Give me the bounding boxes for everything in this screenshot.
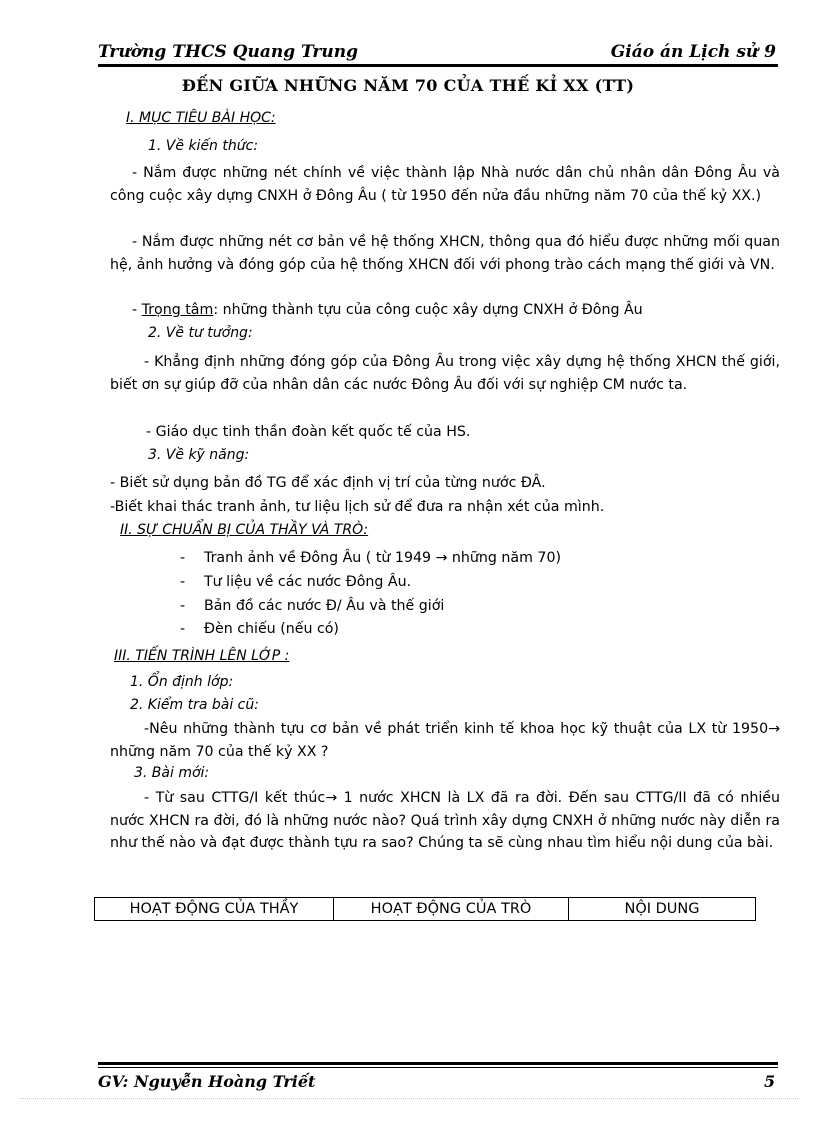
- header-school: Trường THCS Quang Trung: [98, 42, 358, 62]
- footer-author: GV: Nguyễn Hoàng Triết: [98, 1072, 316, 1091]
- footer-rule: [98, 1062, 778, 1065]
- col-teacher: HOẠT ĐỘNG CỦA THẦY: [95, 898, 334, 921]
- bottom-dotted-line: [20, 1098, 800, 1099]
- page-number: 5: [764, 1072, 776, 1091]
- page-title: ĐẾN GIỮA NHỮNG NĂM 70 CỦA THẾ KỈ XX (TT): [181, 76, 635, 95]
- section3-heading: III. TIẾN TRÌNH LÊN LỚP :: [114, 648, 290, 664]
- attitude-education: - Giáo dục tinh thần đoàn kết quốc tế của HS.: [146, 424, 471, 440]
- prep-item: - Tư liệu về các nước Đông Âu.: [180, 574, 412, 590]
- skill-materials: -Biết khai thác tranh ảnh, tư liệu lịch sử để đưa ra nhận xét của mình.: [110, 499, 605, 515]
- prep-item: - Tranh ảnh về Đông Âu ( từ 1949 → những năm 70): [180, 550, 562, 566]
- section3-sub-new-lesson: 3. Bài mới:: [134, 765, 210, 781]
- knowledge-paragraph-2: - Nắm được những nét cơ bản về hệ thống XHCN, thông qua đó hiểu được những mối quan hệ, ảnh hưởng và đóng góp của hệ thống XHCN đối với phong trào cách mạng thế giới và VN.: [110, 234, 780, 273]
- col-student: HOẠT ĐỘNG CỦA TRÒ: [334, 898, 569, 921]
- header-rule: [98, 64, 778, 67]
- section1-sub-skills: 3. Về kỹ năng:: [148, 447, 250, 463]
- section1-heading: I. MỤC TIÊU BÀI HỌC:: [126, 110, 276, 126]
- attitude-paragraph: - Khẳng định những đóng góp của Đông Âu trong việc xây dựng hệ thống XHCN thế giới, biết ơn sự giúp đỡ của nhân dân các nước Đông Âu đối với sự nghiệp CM nước ta.: [110, 354, 780, 393]
- header-doc-title: Giáo án Lịch sử 9: [610, 42, 776, 62]
- lesson-plan-table: [94, 897, 756, 921]
- section1-sub-knowledge: 1. Về kiến thức:: [148, 138, 259, 154]
- footer-rule-thin: [98, 1067, 778, 1068]
- section3-sub-order: 1. Ổn định lớp:: [130, 674, 234, 690]
- section3-sub-review: 2. Kiểm tra bài cũ:: [130, 697, 259, 713]
- knowledge-paragraph-1: - Nắm được những nét chính về việc thành lập Nhà nước dân chủ nhân dân Đông Âu và công cuộc xây dựng CNXH ở Đông Âu ( từ 1950 đến nửa đầu những năm 70 của thế kỷ XX.): [110, 165, 780, 204]
- prep-item: - Đèn chiếu (nếu có): [180, 621, 339, 637]
- section2-heading: II. SỰ CHUẨN BỊ CỦA THẦY VÀ TRÒ:: [120, 522, 369, 538]
- knowledge-focus: - Trọng tâm: những thành tựu của công cuộc xây dựng CNXH ở Đông Âu: [132, 302, 643, 318]
- skill-map: - Biết sử dụng bản đồ TG để xác định vị trí của từng nước ĐÂ.: [110, 475, 546, 491]
- col-content: NỘI DUNG: [569, 898, 756, 921]
- lesson-intro: - Từ sau CTTG/I kết thúc→ 1 nước XHCN là LX đã ra đời. Đến sau CTTG/II đã có nhiều nước XHCN ra đời, đó là những nước nào? Quá trình xây dựng CNXH ở những nước này diễn ra như thế nào và đạt được thành tựu ra sao? Chúng ta sẽ cùng nhau tìm hiểu nội dung của bài.: [110, 790, 780, 851]
- prep-item: - Bản đồ các nước Đ/ Âu và thế giới: [180, 598, 445, 614]
- review-question: -Nêu những thành tựu cơ bản về phát triển kinh tế khoa học kỹ thuật của LX từ 1950→ những năm 70 của thế kỷ XX ?: [110, 721, 780, 760]
- table-header-row: [95, 898, 756, 921]
- section1-sub-attitude: 2. Về tư tưởng:: [148, 325, 253, 341]
